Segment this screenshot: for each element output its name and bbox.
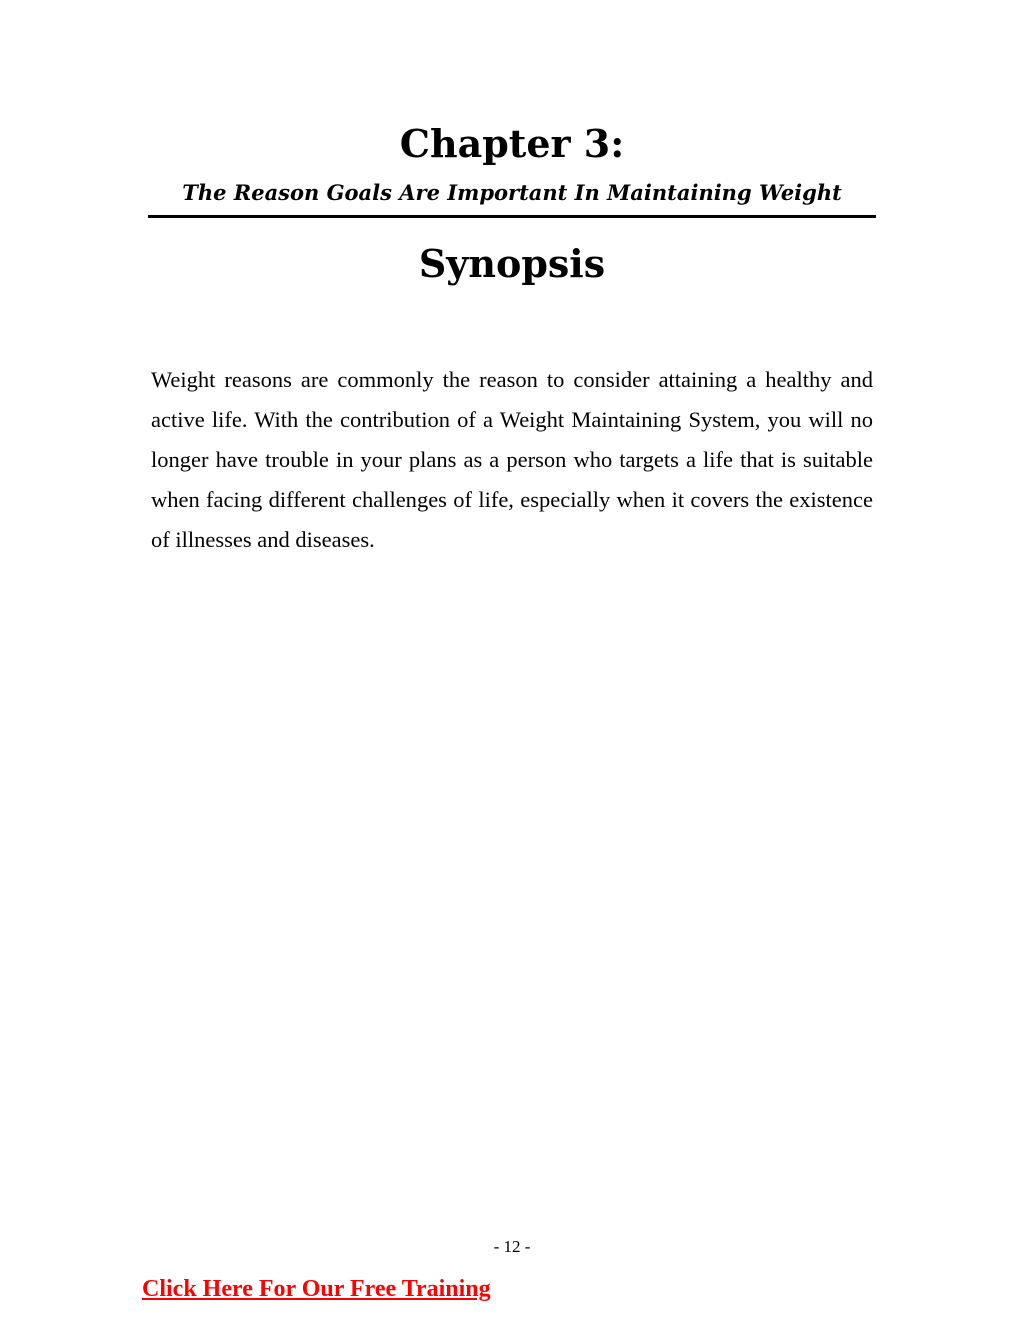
section-heading: Synopsis [418, 241, 606, 286]
chapter-subtitle: The Reason Goals Are Important In Maintaining Weight [182, 180, 842, 205]
free-training-link[interactable]: Click Here For Our Free Training [142, 1276, 491, 1302]
page-number: - 12 - [493, 1237, 531, 1256]
title-divider [148, 215, 876, 218]
chapter-title: Chapter 3: [399, 121, 625, 166]
synopsis-paragraph: Weight reasons are commonly the reason to consider attaining a healthy and active life. With the contribution of a Weight Maintaining System, you will no longer have trouble in your plans as a person who targets a life that is suitable when facing different challenges of life, especially when it covers the existence of illnesses and diseases. [151, 367, 873, 552]
